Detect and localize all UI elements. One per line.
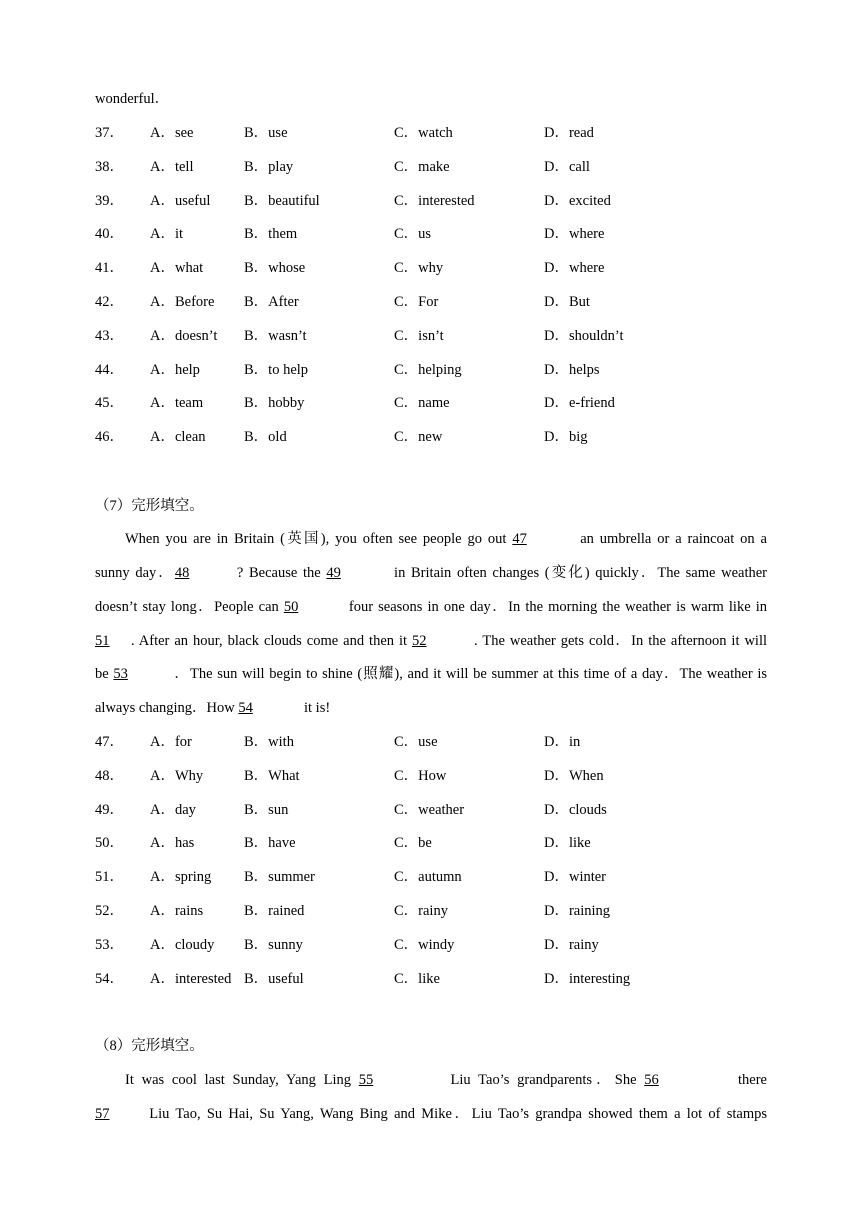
option-a[interactable]: A．rains <box>150 903 204 919</box>
option-d[interactable]: D．like <box>544 835 591 852</box>
question-number: 53． <box>95 936 124 953</box>
option-c[interactable]: C．like <box>394 970 440 987</box>
question-number: 50． <box>95 835 124 852</box>
question-number: 54． <box>95 970 124 987</box>
option-d[interactable]: D．rainy <box>544 936 599 953</box>
option-b[interactable]: B．old <box>244 429 287 446</box>
option-d[interactable]: D．helps <box>544 361 600 378</box>
option-b[interactable]: B．to help <box>244 361 309 378</box>
blank-54[interactable]: 54 <box>238 700 253 716</box>
blank-51[interactable]: 51 <box>95 633 110 649</box>
blank-57[interactable]: 57 <box>95 1106 110 1122</box>
passage-8-line-1: It was cool last Sunday, Yang Ling 55 Liu Tao’s grandparents．She 56 there <box>125 1072 767 1088</box>
option-d[interactable]: D．in <box>544 734 581 750</box>
passage-7-line-5: be 53 ．The sun will begin to shine (照耀), and it will be summer at this time of a day．The weather is <box>95 666 768 682</box>
option-b[interactable]: B．beautiful <box>244 192 320 209</box>
option-b[interactable]: B．whose <box>244 260 306 277</box>
option-b[interactable]: B．have <box>244 835 296 852</box>
question-row <box>95 123 767 143</box>
question-number: 49． <box>95 801 124 818</box>
passage-7-line-4: 51 . After an hour, black clouds come and then it 52 . The weather gets cold．In the afternoon it will <box>95 633 768 649</box>
blank-55[interactable]: 55 <box>358 1072 374 1088</box>
question-row <box>95 732 767 752</box>
option-d[interactable]: D．e-friend <box>544 395 615 412</box>
option-c[interactable]: C．be <box>394 835 432 852</box>
option-b[interactable]: B．use <box>244 125 288 141</box>
question-row <box>95 191 767 211</box>
option-c[interactable]: C．use <box>394 734 438 750</box>
question-number: 46． <box>95 429 124 446</box>
option-c[interactable]: C．windy <box>394 936 455 953</box>
question-number: 39． <box>95 192 124 209</box>
option-b[interactable]: B．play <box>244 158 294 175</box>
question-row <box>95 935 767 955</box>
question-number: 40． <box>95 226 124 243</box>
option-d[interactable]: D．clouds <box>544 801 607 818</box>
option-c[interactable]: C．weather <box>394 801 465 818</box>
question-row <box>95 224 767 244</box>
option-b[interactable]: B．with <box>244 734 294 750</box>
option-b[interactable]: B．summer <box>244 869 315 886</box>
option-d[interactable]: D．read <box>544 125 594 141</box>
option-c[interactable]: C．name <box>394 395 450 412</box>
option-b[interactable]: B．them <box>244 226 298 243</box>
question-number: 44． <box>95 361 124 378</box>
top-fragment: wonderful． <box>95 91 170 107</box>
option-d[interactable]: D．raining <box>544 903 611 919</box>
question-number: 47． <box>95 734 124 750</box>
question-number: 45． <box>95 395 124 412</box>
question-row <box>95 766 767 786</box>
question-number: 38． <box>95 158 124 175</box>
option-b[interactable]: B．sun <box>244 801 289 818</box>
option-d[interactable]: D．where <box>544 260 605 277</box>
option-a[interactable]: A．tell <box>150 158 194 175</box>
question-row <box>95 969 767 989</box>
option-a[interactable]: A．it <box>150 226 184 243</box>
option-d[interactable]: D．call <box>544 158 590 175</box>
option-c[interactable]: C．helping <box>394 361 462 378</box>
option-c[interactable]: C．why <box>394 260 444 277</box>
option-d[interactable]: D．big <box>544 429 588 446</box>
option-c[interactable]: C．interested <box>394 192 475 209</box>
question-row <box>95 867 767 887</box>
blank-48[interactable]: 48 <box>174 565 190 581</box>
passage-7-line-6: always changing．How 54 it is! <box>95 700 331 716</box>
option-d[interactable]: D．But <box>544 294 590 310</box>
option-a[interactable]: A．what <box>150 260 204 277</box>
passage-7-line-1: When you are in Britain (英国), you often see people go out 47 an umbrella or a raincoat on a <box>125 531 767 547</box>
option-c[interactable]: C．isn’t <box>394 327 444 344</box>
question-row <box>95 901 767 921</box>
option-d[interactable]: D．where <box>544 226 605 243</box>
question-number: 42． <box>95 294 124 310</box>
option-c[interactable]: C．make <box>394 158 450 175</box>
option-d[interactable]: D．interesting <box>544 970 631 987</box>
blank-49[interactable]: 49 <box>326 565 341 581</box>
option-c[interactable]: C．rainy <box>394 903 448 919</box>
passage-8-line-2: 57 Liu Tao, Su Hai, Su Yang, Wang Bing and Mike．Liu Tao’s grandpa showed them a lot of stamps <box>95 1106 767 1122</box>
question-row <box>95 157 767 177</box>
option-b[interactable]: B．After <box>244 294 299 310</box>
option-a[interactable]: A．cloudy <box>150 936 215 953</box>
option-c[interactable]: C．new <box>394 429 443 446</box>
blank-52[interactable]: 52 <box>412 633 427 649</box>
option-a[interactable]: A．spring <box>150 869 212 886</box>
option-d[interactable]: D．winter <box>544 869 607 886</box>
question-number: 51． <box>95 869 124 886</box>
question-number: 41． <box>95 260 124 277</box>
option-c[interactable]: C．How <box>394 767 447 784</box>
question-row <box>95 360 767 380</box>
option-b[interactable]: B．hobby <box>244 395 305 412</box>
question-row <box>95 427 767 447</box>
option-a[interactable]: A．Why <box>150 767 204 784</box>
option-b[interactable]: B．wasn’t <box>244 327 307 344</box>
option-c[interactable]: C．autumn <box>394 869 462 886</box>
option-b[interactable]: B．What <box>244 767 300 784</box>
question-number: 52． <box>95 903 124 919</box>
question-row <box>95 800 767 820</box>
option-d[interactable]: D．excited <box>544 192 611 209</box>
blank-47[interactable]: 47 <box>512 531 527 547</box>
option-c[interactable]: C．watch <box>394 125 453 141</box>
option-b[interactable]: B．sunny <box>244 936 303 953</box>
passage-7-line-2: sunny day．48 ? Because the 49 in Britain often changes (变化) quickly．The same weather <box>95 565 767 581</box>
section-7-heading: （7）完形填空。 <box>95 498 204 514</box>
question-row <box>95 258 767 278</box>
question-number: 43． <box>95 327 124 344</box>
option-a[interactable]: A．team <box>150 395 204 412</box>
question-row <box>95 393 767 413</box>
option-a[interactable]: A．help <box>150 361 200 378</box>
question-number: 48． <box>95 767 124 784</box>
blank-50[interactable]: 50 <box>283 599 299 615</box>
option-a[interactable]: A．clean <box>150 429 206 446</box>
blank-53[interactable]: 53 <box>113 666 128 682</box>
question-number: 37． <box>95 125 124 141</box>
blank-56[interactable]: 56 <box>644 1072 659 1088</box>
section-8-heading: （8）完形填空。 <box>95 1038 204 1054</box>
question-row <box>95 326 767 346</box>
option-c[interactable]: C．For <box>394 294 439 310</box>
passage-7-line-3: doesn’t stay long．People can 50 four seasons in one day．In the morning the weather is warm like in <box>95 599 767 615</box>
option-a[interactable]: A．for <box>150 734 192 750</box>
question-row <box>95 833 767 853</box>
option-d[interactable]: D．When <box>544 767 604 784</box>
option-a[interactable]: A．useful <box>150 192 211 209</box>
question-row <box>95 292 767 312</box>
option-c[interactable]: C．us <box>394 226 432 243</box>
option-a[interactable]: A．interested <box>150 970 232 987</box>
option-d[interactable]: D．shouldn’t <box>544 327 624 344</box>
option-b[interactable]: B．rained <box>244 903 305 919</box>
option-a[interactable]: A．day <box>150 801 196 818</box>
option-b[interactable]: B．useful <box>244 970 304 987</box>
option-a[interactable]: A．doesn’t <box>150 327 218 344</box>
option-a[interactable]: A．has <box>150 835 195 852</box>
option-a[interactable]: A．Before <box>150 294 215 310</box>
option-a[interactable]: A．see <box>150 125 194 141</box>
